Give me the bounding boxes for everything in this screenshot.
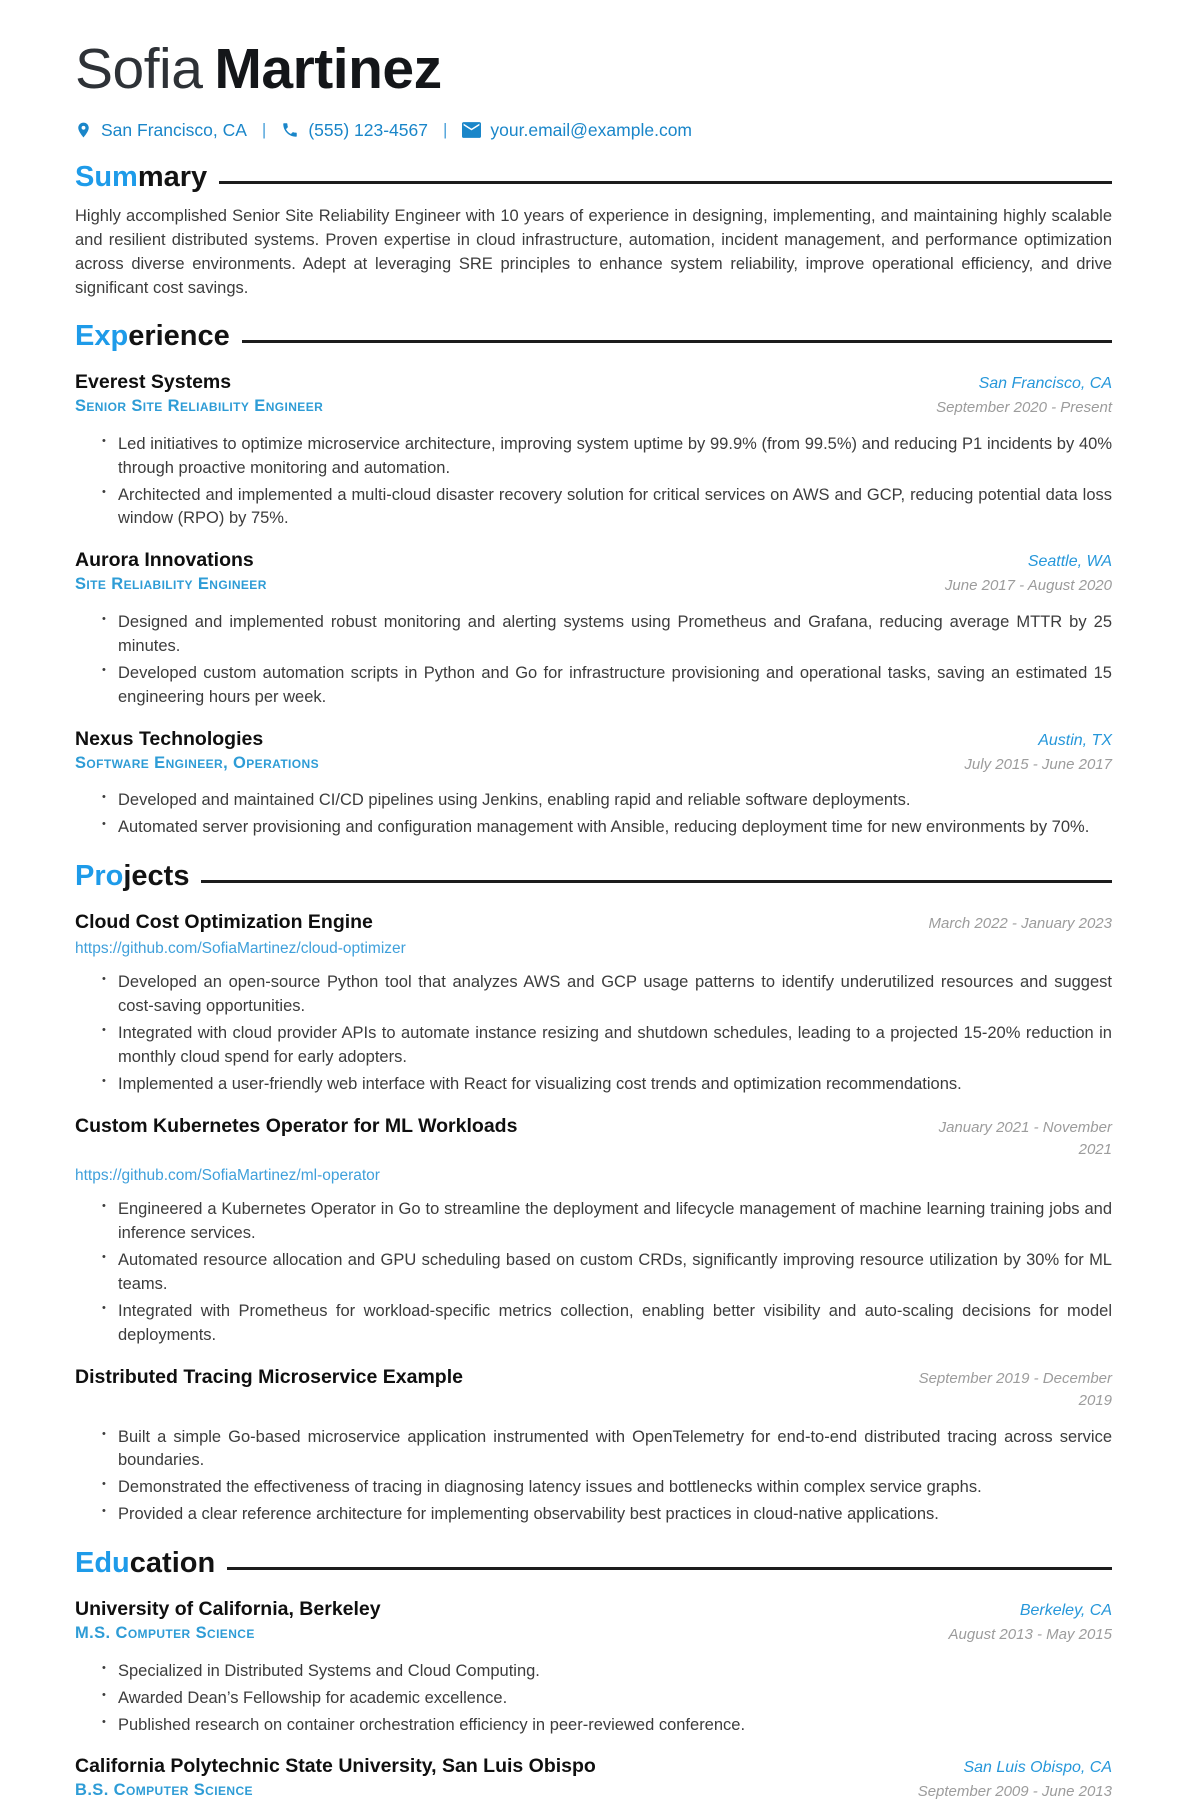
bullet-list <box>75 971 1112 1097</box>
heading-rule <box>219 181 1112 184</box>
heading-accent: Edu <box>75 1547 130 1580</box>
bullet-item: • Developed custom automation scripts in Python and Go for infrastructure provisioning and operational tasks, saving an estimated 15 engineering hours per week. <box>118 662 1112 710</box>
bullet-item: • Led initiatives to optimize microservice architecture, improving system uptime by 99.9% (from 99.5%) and reducing P1 incidents by 40% through proactive monitoring and automation. <box>118 433 1112 481</box>
entry-header <box>75 1755 1112 1778</box>
entry-subheader <box>75 754 1112 777</box>
degree-title: M.S. Computer Science <box>75 1624 255 1643</box>
entry-header <box>75 1115 1112 1162</box>
company-location: San Francisco, CA <box>978 375 1112 393</box>
bullet-item: • Published research on container orchestration efficiency in peer-reviewed conference. <box>118 1714 1112 1738</box>
entry-header <box>75 728 1112 751</box>
date-range: June 2017 - August 2020 <box>944 577 1112 595</box>
heading-rest: mary <box>137 160 208 193</box>
envelope-icon <box>462 122 481 138</box>
contact-phone <box>281 120 428 141</box>
first-name: Sofia <box>75 37 203 101</box>
person-name <box>75 37 1112 101</box>
projects-section-heading <box>75 860 1112 893</box>
project-entry <box>75 1366 1112 1528</box>
entry-header <box>75 1598 1112 1621</box>
date-range: July 2015 - June 2017 <box>964 755 1112 773</box>
project-name: Custom Kubernetes Operator for ML Workloads <box>75 1114 518 1137</box>
experience-section-heading <box>75 320 1112 353</box>
contact-location <box>75 120 247 141</box>
job-title: Software Engineer, Operations <box>75 753 319 772</box>
heading-rest: erience <box>128 320 230 353</box>
school-location: San Luis Obispo, CA <box>963 1759 1112 1777</box>
date-range: September 2020 - Present <box>936 399 1112 417</box>
location-pin-icon <box>75 120 92 140</box>
bullet-item: • Designed and implemented robust monitoring and alerting systems using Prometheus and Grafana, reducing average MTTR by 25 minutes. <box>118 611 1112 659</box>
bullet-list <box>75 433 1112 532</box>
job-title: Site Reliability Engineer <box>75 575 267 594</box>
heading-rest: cation <box>129 1547 216 1580</box>
project-link[interactable]: https://github.com/SofiaMartinez/cloud-optimizer <box>75 940 406 958</box>
project-link[interactable]: https://github.com/SofiaMartinez/ml-operator <box>75 1166 380 1184</box>
heading-rule <box>227 1567 1112 1570</box>
entry-header <box>75 1366 1112 1413</box>
bullet-item: • Architected and implemented a multi-cloud disaster recovery solution for critical services on AWS and GCP, reducing potential data loss window (RPO) by 75%. <box>118 484 1112 532</box>
entry-subheader <box>75 397 1112 420</box>
contact-email[interactable] <box>462 120 692 141</box>
project-entry <box>75 1115 1112 1348</box>
date-range: March 2022 - January 2023 <box>928 914 1112 932</box>
bullet-item: • Demonstrated the effectiveness of tracing in diagnosing latency issues and bottlenecks within complex service graphs. <box>118 1476 1112 1500</box>
education-section-heading <box>75 1547 1112 1580</box>
contact-phone-text: (555) 123-4567 <box>308 119 428 140</box>
entry-header <box>75 911 1112 936</box>
bullet-list <box>75 611 1112 710</box>
bullet-item: • Engineered a Kubernetes Operator in Go to streamline the deployment and lifecycle management of machine learning training jobs and inference services. <box>118 1198 1112 1246</box>
degree-title: B.S. Computer Science <box>75 1781 253 1800</box>
bullet-item: • Implemented a user-friendly web interface with React for visualizing cost trends and optimization recommendations. <box>118 1073 1112 1097</box>
bullet-list <box>75 789 1112 840</box>
project-entry <box>75 911 1112 1097</box>
bullet-list <box>75 1198 1112 1348</box>
experience-entry <box>75 728 1112 840</box>
heading-accent: Sum <box>75 160 138 193</box>
bullet-item: • Automated server provisioning and configuration management with Ansible, reducing deployment time for new environments by 70%. <box>118 816 1112 840</box>
bullet-item: • Awarded Dean’s Fellowship for academic excellence. <box>118 1687 1112 1711</box>
project-name: Distributed Tracing Microservice Example <box>75 1365 463 1388</box>
entry-subheader <box>75 1781 1112 1804</box>
company-location: Austin, TX <box>1038 731 1112 749</box>
school-name: California Polytechnic State University, San Luis Obispo <box>75 1755 596 1778</box>
entry-header <box>75 371 1112 394</box>
date-range: September 2019 - December 2019 <box>918 1369 1112 1410</box>
contact-location-text: San Francisco, CA <box>101 119 247 140</box>
heading-accent: Pro <box>75 859 124 892</box>
experience-entry <box>75 549 1112 709</box>
project-name: Cloud Cost Optimization Engine <box>75 910 373 933</box>
company-name: Aurora Innovations <box>75 549 254 572</box>
contact-email-text: your.email@example.com <box>490 119 692 140</box>
phone-icon <box>281 121 299 139</box>
bullet-item: • Built a simple Go-based microservice application instrumented with OpenTelemetry for end-to-end distributed tracing across service boundaries. <box>118 1426 1112 1474</box>
bullet-item: • Developed an open-source Python tool that analyzes AWS and GCP usage patterns to identify underutilized resources and suggest cost-saving opportunities. <box>118 971 1112 1019</box>
company-name: Nexus Technologies <box>75 727 264 750</box>
bullet-list <box>75 1426 1112 1528</box>
summary-section-heading <box>75 161 1112 194</box>
education-entry <box>75 1755 1112 1804</box>
date-range: August 2013 - May 2015 <box>948 1626 1112 1644</box>
heading-accent: Exp <box>75 320 129 353</box>
bullet-item: • Provided a clear reference architecture for implementing observability best practices in cloud-native applications. <box>118 1503 1112 1527</box>
bullet-item: • Integrated with Prometheus for workload-specific metrics collection, enabling better visibility and auto-scaling decisions for model deployments. <box>118 1300 1112 1348</box>
contact-separator: | <box>261 120 267 140</box>
bullet-item: • Developed and maintained CI/CD pipelines using Jenkins, enabling rapid and reliable software deployments. <box>118 789 1112 813</box>
date-range: January 2021 - November 2021 <box>938 1118 1112 1159</box>
school-name: University of California, Berkeley <box>75 1598 381 1621</box>
heading-rule <box>242 340 1112 343</box>
contact-bar <box>75 120 1112 141</box>
heading-rule <box>201 880 1112 883</box>
entry-subheader <box>75 1624 1112 1647</box>
summary-paragraph: Highly accomplished Senior Site Reliability Engineer with 10 years of experience in designing, implementing, and maintaining highly scalable and resilient distributed systems. Proven expertise in cloud infrastructure, automation, incident management, and performance optimization across diverse environments. Adept at leveraging SRE principles to enhance system reliability, improve operational efficiency, and drive significant cost savings. <box>75 206 1112 298</box>
entry-header <box>75 549 1112 572</box>
bullet-item: • Automated resource allocation and GPU scheduling based on custom CRDs, significantly improving resource utilization by 30% for ML teams. <box>118 1249 1112 1297</box>
company-name: Everest Systems <box>75 371 232 394</box>
education-entry <box>75 1598 1112 1737</box>
last-name: Martinez <box>214 37 442 101</box>
school-location: Berkeley, CA <box>1019 1602 1112 1620</box>
experience-entry <box>75 371 1112 531</box>
entry-subheader <box>75 575 1112 598</box>
bullet-item: • Specialized in Distributed Systems and Cloud Computing. <box>118 1660 1112 1684</box>
date-range: September 2009 - June 2013 <box>917 1783 1112 1801</box>
heading-rest: jects <box>123 859 190 892</box>
job-title: Senior Site Reliability Engineer <box>75 397 324 416</box>
contact-separator: | <box>442 120 448 140</box>
bullet-item: • Integrated with cloud provider APIs to automate instance resizing and shutdown schedules, leading to a projected 15-20% reduction in monthly cloud spend for early adopters. <box>118 1022 1112 1070</box>
company-location: Seattle, WA <box>1027 553 1112 571</box>
bullet-list <box>75 1660 1112 1738</box>
